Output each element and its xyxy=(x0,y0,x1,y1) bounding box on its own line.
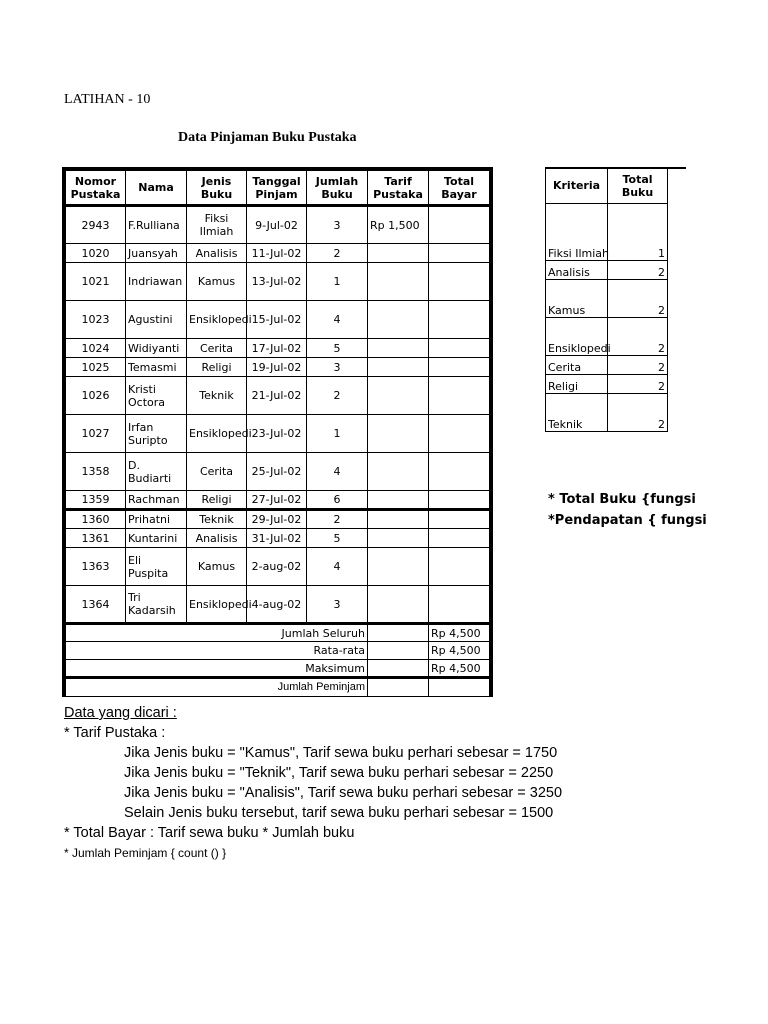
cell-total-bayar[interactable] xyxy=(429,244,490,263)
cell-total-bayar[interactable] xyxy=(429,491,490,510)
cell-jenis-buku[interactable]: Cerita xyxy=(187,339,247,358)
cell-total-buku[interactable]: 2 xyxy=(608,260,668,279)
cell-tarif-pustaka[interactable] xyxy=(368,358,429,377)
header-nomor-pustaka[interactable]: Nomor Pustaka xyxy=(66,171,126,206)
cell-jenis-buku[interactable]: Analisis xyxy=(187,244,247,263)
instructions-heading: Data yang dicari : xyxy=(64,705,177,721)
cell-nomor-pustaka[interactable]: 1363 xyxy=(66,548,126,586)
cell-total-bayar[interactable] xyxy=(429,206,490,244)
footer-label: Maksimum xyxy=(66,660,368,678)
cell-jumlah-buku[interactable]: 2 xyxy=(307,244,368,263)
table-row xyxy=(66,301,490,339)
cell-nomor-pustaka[interactable]: 1359 xyxy=(66,491,126,510)
header-tanggal-pinjam[interactable]: Tanggal Pinjam xyxy=(247,171,307,206)
rule-analisis: Jika Jenis buku = "Analisis", Tarif sewa buku perhari sebesar = 3250 xyxy=(124,785,563,801)
cell-jumlah-buku[interactable]: 1 xyxy=(307,263,368,301)
criteria-row xyxy=(546,355,686,374)
cell-nama[interactable]: Indriawan xyxy=(126,263,187,301)
table-row xyxy=(66,339,490,358)
cell-kriteria[interactable]: Religi xyxy=(546,374,608,393)
criteria-row xyxy=(546,317,686,355)
rule-jumlah-peminjam: * Jumlah Peminjam { count () } xyxy=(64,846,227,860)
cell-tanggal-pinjam[interactable]: 9-Jul-02 xyxy=(247,206,307,244)
cell-jenis-buku[interactable]: Analisis xyxy=(187,529,247,548)
cell-tanggal-pinjam[interactable]: 25-Jul-02 xyxy=(247,453,307,491)
header-tarif-pustaka[interactable]: Tarif Pustaka xyxy=(368,171,429,206)
cell-kriteria[interactable]: Analisis xyxy=(546,260,608,279)
cell-total-buku[interactable]: 1 xyxy=(608,203,668,260)
cell-jumlah-buku[interactable]: 6 xyxy=(307,491,368,510)
loan-table xyxy=(65,170,490,697)
cell-tarif-pustaka[interactable] xyxy=(368,529,429,548)
cell-tarif-pustaka[interactable]: Rp 1,500 xyxy=(368,206,429,244)
footer-value[interactable] xyxy=(429,678,490,697)
cell-tanggal-pinjam[interactable]: 19-Jul-02 xyxy=(247,358,307,377)
cell-total-bayar[interactable] xyxy=(429,453,490,491)
cell-jenis-buku[interactable]: Teknik xyxy=(187,377,247,415)
cell-nama[interactable]: F.Rulliana xyxy=(126,206,187,244)
cell-total-bayar[interactable] xyxy=(429,263,490,301)
spacer-cell xyxy=(668,168,686,203)
cell-jumlah-buku[interactable]: 4 xyxy=(307,301,368,339)
cell-total-buku[interactable]: 2 xyxy=(608,374,668,393)
cell-jenis-buku[interactable]: Ensiklopedi xyxy=(187,586,247,624)
footer-tarif-cell[interactable] xyxy=(368,678,429,697)
table-row xyxy=(66,510,490,529)
footer-row-jumlah-peminjam xyxy=(66,678,490,697)
note-pendapatan: *Pendapatan { fungsi xyxy=(548,513,707,528)
cell-tarif-pustaka[interactable] xyxy=(368,586,429,624)
table-row xyxy=(66,453,490,491)
table-row xyxy=(66,206,490,244)
sheet-title: LATIHAN - 10 xyxy=(64,92,151,107)
footer-row-rata-rata xyxy=(66,642,490,660)
rule-teknik: Jika Jenis buku = "Teknik", Tarif sewa buku perhari sebesar = 2250 xyxy=(124,765,554,781)
cell-kriteria[interactable]: Ensiklopedi xyxy=(546,317,608,355)
criteria-row xyxy=(546,279,686,317)
cell-tarif-pustaka[interactable] xyxy=(368,491,429,510)
table-row xyxy=(66,529,490,548)
cell-tarif-pustaka[interactable] xyxy=(368,453,429,491)
cell-total-bayar[interactable] xyxy=(429,529,490,548)
cell-tarif-pustaka[interactable] xyxy=(368,548,429,586)
cell-total-bayar[interactable] xyxy=(429,358,490,377)
rule-selain: Selain Jenis buku tersebut, tarif sewa buku perhari sebesar = 1500 xyxy=(124,805,554,821)
cell-tarif-pustaka[interactable] xyxy=(368,263,429,301)
table-row xyxy=(66,244,490,263)
criteria-row xyxy=(546,260,686,279)
footer-tarif-cell[interactable] xyxy=(368,624,429,642)
cell-tanggal-pinjam[interactable]: 15-Jul-02 xyxy=(247,301,307,339)
cell-tanggal-pinjam[interactable]: 2-aug-02 xyxy=(247,548,307,586)
cell-nomor-pustaka[interactable]: 1361 xyxy=(66,529,126,548)
cell-total-bayar[interactable] xyxy=(429,586,490,624)
spacer-cell xyxy=(668,374,686,393)
cell-tanggal-pinjam[interactable]: 23-Jul-02 xyxy=(247,415,307,453)
footer-label: Jumlah Seluruh xyxy=(66,624,368,642)
table-row xyxy=(66,586,490,624)
header-jenis-buku[interactable]: Jenis Buku xyxy=(187,171,247,206)
cell-jenis-buku[interactable]: Kamus xyxy=(187,548,247,586)
cell-jenis-buku[interactable]: Kamus xyxy=(187,263,247,301)
table-row xyxy=(66,548,490,586)
footer-label: Rata-rata xyxy=(66,642,368,660)
cell-nama[interactable]: Kuntarini xyxy=(126,529,187,548)
cell-total-bayar[interactable] xyxy=(429,415,490,453)
cell-kriteria[interactable]: Cerita xyxy=(546,355,608,374)
spacer-cell xyxy=(668,355,686,374)
footer-value[interactable]: Rp 4,500 xyxy=(429,642,490,660)
cell-nama[interactable]: Prihatni xyxy=(126,510,187,529)
cell-tarif-pustaka[interactable] xyxy=(368,339,429,358)
cell-total-buku[interactable]: 2 xyxy=(608,355,668,374)
cell-total-bayar[interactable] xyxy=(429,301,490,339)
cell-total-buku[interactable]: 2 xyxy=(608,279,668,317)
cell-nomor-pustaka[interactable]: 1027 xyxy=(66,415,126,453)
cell-total-bayar[interactable] xyxy=(429,510,490,529)
rule-kamus: Jika Jenis buku = "Kamus", Tarif sewa buku perhari sebesar = 1750 xyxy=(124,745,558,761)
cell-tarif-pustaka[interactable] xyxy=(368,301,429,339)
cell-total-buku[interactable]: 2 xyxy=(608,393,668,431)
cell-nama[interactable]: Rachman xyxy=(126,491,187,510)
cell-tarif-pustaka[interactable] xyxy=(368,510,429,529)
cell-tanggal-pinjam[interactable]: 11-Jul-02 xyxy=(247,244,307,263)
table-row xyxy=(66,377,490,415)
cell-tarif-pustaka[interactable] xyxy=(368,415,429,453)
cell-jenis-buku[interactable]: Ensiklopedi xyxy=(187,415,247,453)
footer-row-maksimum xyxy=(66,660,490,678)
cell-nomor-pustaka[interactable]: 2943 xyxy=(66,206,126,244)
cell-total-buku[interactable]: 2 xyxy=(608,317,668,355)
cell-jumlah-buku[interactable]: 1 xyxy=(307,415,368,453)
cell-jumlah-buku[interactable]: 3 xyxy=(307,206,368,244)
cell-tarif-pustaka[interactable] xyxy=(368,377,429,415)
table-row xyxy=(66,358,490,377)
cell-kriteria[interactable]: Teknik xyxy=(546,393,608,431)
criteria-table xyxy=(545,167,686,432)
cell-kriteria[interactable]: Fiksi Ilmiah xyxy=(546,203,608,260)
cell-nomor-pustaka[interactable]: 1358 xyxy=(66,453,126,491)
cell-jenis-buku[interactable]: Fiksi Ilmiah xyxy=(187,206,247,244)
cell-tanggal-pinjam[interactable]: 13-Jul-02 xyxy=(247,263,307,301)
cell-jenis-buku[interactable]: Religi xyxy=(187,491,247,510)
loan-table-frame xyxy=(62,167,493,697)
criteria-table-frame xyxy=(545,167,668,431)
header-jumlah-buku[interactable]: Jumlah Buku xyxy=(307,171,368,206)
cell-tanggal-pinjam[interactable]: 27-Jul-02 xyxy=(247,491,307,510)
header-nama[interactable]: Nama xyxy=(126,171,187,206)
cell-nomor-pustaka[interactable]: 1026 xyxy=(66,377,126,415)
cell-nomor-pustaka[interactable]: 1360 xyxy=(66,510,126,529)
cell-nama[interactable]: Juansyah xyxy=(126,244,187,263)
cell-jumlah-buku[interactable]: 5 xyxy=(307,529,368,548)
cell-tanggal-pinjam[interactable]: 31-Jul-02 xyxy=(247,529,307,548)
note-total-buku: * Total Buku {fungsi xyxy=(548,492,696,507)
header-total-buku[interactable]: Total Buku xyxy=(608,168,668,203)
table-row xyxy=(66,415,490,453)
spacer-cell xyxy=(668,260,686,279)
cell-jumlah-buku[interactable]: 3 xyxy=(307,358,368,377)
table-heading: Data Pinjaman Buku Pustaka xyxy=(178,130,357,145)
cell-total-bayar[interactable] xyxy=(429,377,490,415)
rule-total-bayar: * Total Bayar : Tarif sewa buku * Jumlah buku xyxy=(64,825,355,841)
cell-total-bayar[interactable] xyxy=(429,548,490,586)
footer-value[interactable]: Rp 4,500 xyxy=(429,660,490,678)
cell-jenis-buku[interactable]: Teknik xyxy=(187,510,247,529)
header-total-bayar[interactable]: Total Bayar xyxy=(429,171,490,206)
cell-kriteria[interactable]: Kamus xyxy=(546,279,608,317)
header-kriteria[interactable]: Kriteria xyxy=(546,168,608,203)
criteria-row xyxy=(546,374,686,393)
cell-nama[interactable]: Irfan Suripto xyxy=(126,415,187,453)
footer-value[interactable]: Rp 4,500 xyxy=(429,624,490,642)
cell-nama[interactable]: Kristi Octora xyxy=(126,377,187,415)
cell-tanggal-pinjam[interactable]: 4-aug-02 xyxy=(247,586,307,624)
cell-jenis-buku[interactable]: Cerita xyxy=(187,453,247,491)
cell-nama[interactable]: Eli Puspita xyxy=(126,548,187,586)
cell-jenis-buku[interactable]: Religi xyxy=(187,358,247,377)
cell-nomor-pustaka[interactable]: 1023 xyxy=(66,301,126,339)
cell-nama[interactable]: Temasmi xyxy=(126,358,187,377)
cell-nama[interactable]: Agustini xyxy=(126,301,187,339)
footer-tarif-cell[interactable] xyxy=(368,642,429,660)
cell-tanggal-pinjam[interactable]: 29-Jul-02 xyxy=(247,510,307,529)
spacer-cell xyxy=(668,393,686,431)
table-row xyxy=(66,263,490,301)
cell-tarif-pustaka[interactable] xyxy=(368,244,429,263)
cell-jumlah-buku[interactable]: 4 xyxy=(307,548,368,586)
cell-jumlah-buku[interactable]: 3 xyxy=(307,586,368,624)
cell-jumlah-buku[interactable]: 2 xyxy=(307,377,368,415)
cell-jumlah-buku[interactable]: 2 xyxy=(307,510,368,529)
cell-nomor-pustaka[interactable]: 1020 xyxy=(66,244,126,263)
cell-jumlah-buku[interactable]: 4 xyxy=(307,453,368,491)
cell-nama[interactable]: Widiyanti xyxy=(126,339,187,358)
cell-nomor-pustaka[interactable]: 1024 xyxy=(66,339,126,358)
criteria-header-row xyxy=(546,168,686,203)
header-row xyxy=(66,171,490,206)
cell-tanggal-pinjam[interactable]: 17-Jul-02 xyxy=(247,339,307,358)
spacer-cell xyxy=(668,279,686,317)
cell-jumlah-buku[interactable]: 5 xyxy=(307,339,368,358)
criteria-row xyxy=(546,203,686,260)
footer-label: Jumlah Peminjam xyxy=(66,678,368,697)
cell-nama[interactable]: D. Budiarti xyxy=(126,453,187,491)
tarif-title: * Tarif Pustaka : xyxy=(64,725,166,741)
cell-jenis-buku[interactable]: Ensiklopedi xyxy=(187,301,247,339)
cell-nomor-pustaka[interactable]: 1025 xyxy=(66,358,126,377)
cell-nama[interactable]: Tri Kadarsih xyxy=(126,586,187,624)
spacer-cell xyxy=(668,203,686,260)
spacer-cell xyxy=(668,317,686,355)
cell-nomor-pustaka[interactable]: 1021 xyxy=(66,263,126,301)
cell-nomor-pustaka[interactable]: 1364 xyxy=(66,586,126,624)
cell-total-bayar[interactable] xyxy=(429,339,490,358)
cell-tanggal-pinjam[interactable]: 21-Jul-02 xyxy=(247,377,307,415)
notes-clip xyxy=(545,488,707,532)
footer-row-jumlah-seluruh xyxy=(66,624,490,642)
criteria-row xyxy=(546,393,686,431)
instructions-block xyxy=(64,703,562,863)
table-row xyxy=(66,491,490,510)
footer-tarif-cell[interactable] xyxy=(368,660,429,678)
